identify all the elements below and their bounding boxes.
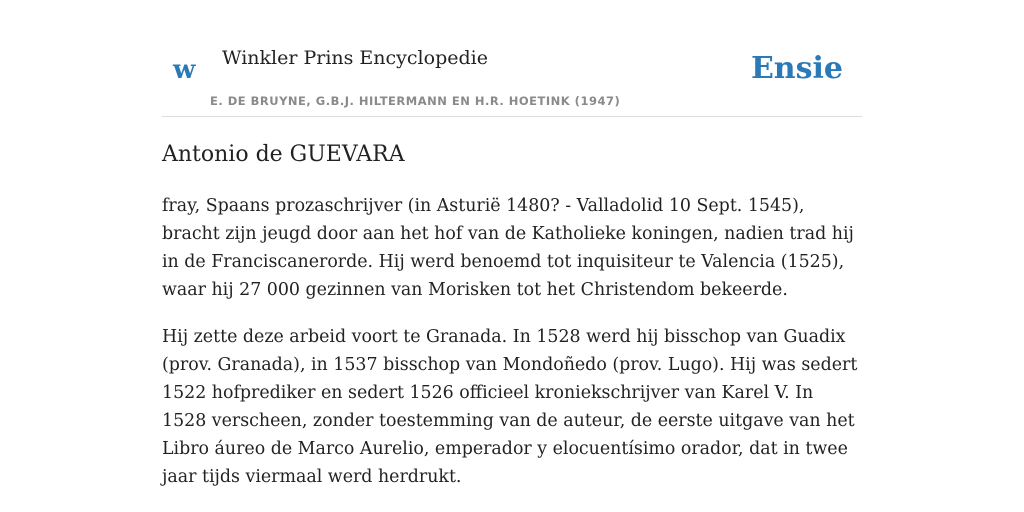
article [162,138,862,491]
header [162,0,862,117]
ensie-logo[interactable]: Ensie [750,51,843,86]
publication-authors: E. DE BRUYNE, G.B.J. HILTERMANN EN H.R. HOETINK (1947) [210,94,621,108]
article-paragraph-1: fray, Spaans prozaschrijver (in Asturië 1480? - Valladolid 10 Sept. 1545), bracht zijn jeugd door aan het hof van de Katholieke koningen, nadien trad hij in de Franciscanerorde. Hij werd benoemd tot inquisiteur te Valencia (1525), waar hij 27 000 gezinnen van Morisken tot het Christendom bekeerde. [162,196,854,300]
article-paragraph-2: Hij zette deze arbeid voort te Granada. In 1528 werd hij bisschop van Guadix (prov. Granada), in 1537 bisschop van Mondoñedo (prov. Lugo). Hij was sedert 1522 hofprediker en sedert 1526 officieel kroniekschrijver van Karel V. In 1528 verscheen, zonder toestemming van de auteur, de eerste uitgave van het Libro áureo de Marco Aurelio, emperador y elocuentísimo orador, dat in twee jaar tijds viermaal werd herdrukt. [162,327,858,487]
article-title: Antonio de GUEVARA [162,142,405,167]
logo-w-icon[interactable]: w [173,55,196,85]
publication-title[interactable]: Winkler Prins Encyclopedie [222,47,488,69]
